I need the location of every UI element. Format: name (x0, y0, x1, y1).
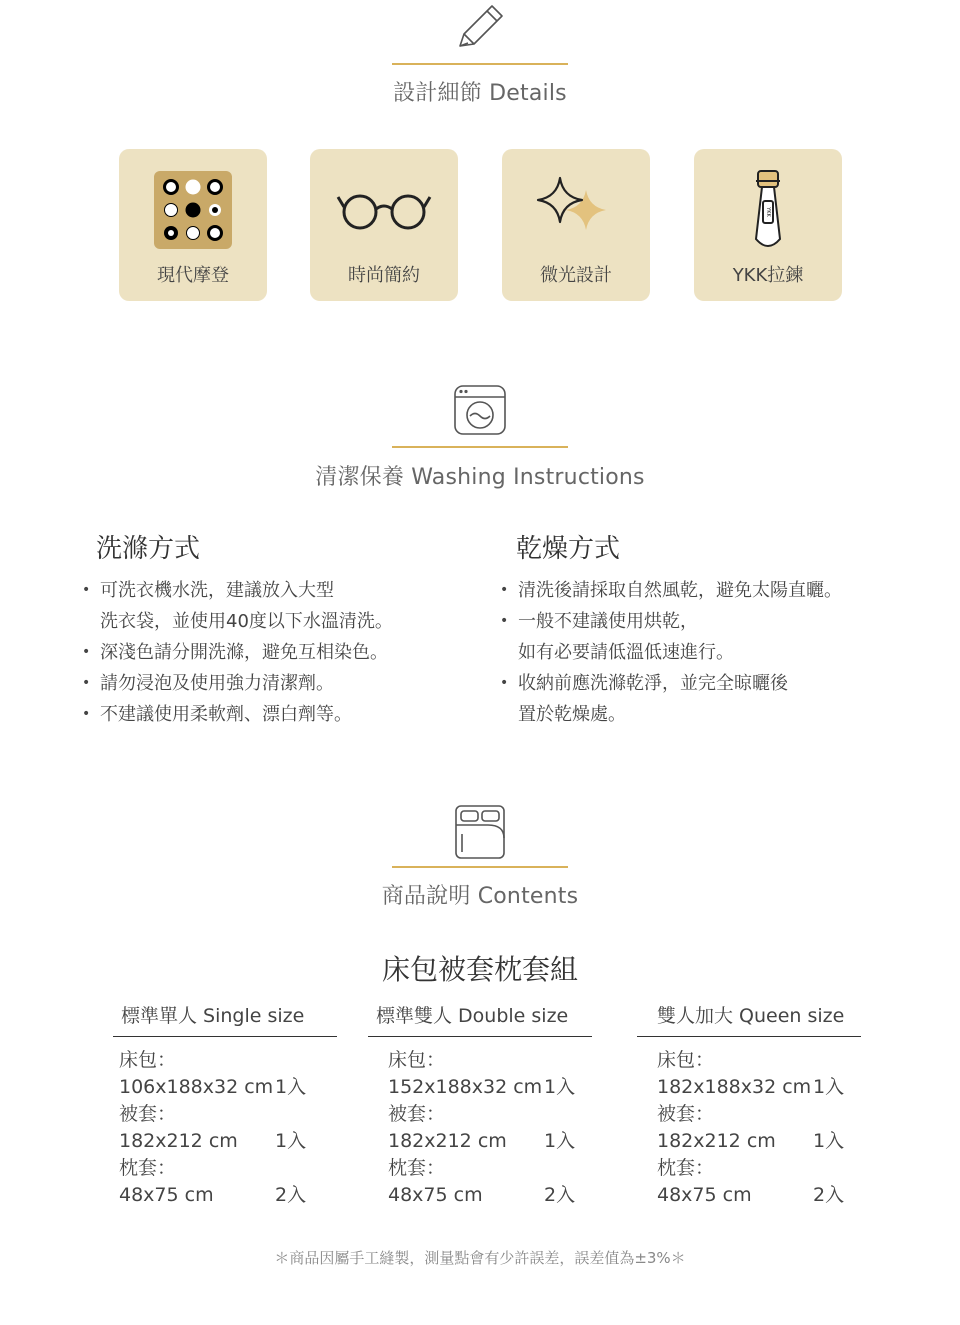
list-item-line: • 不建議使用柔軟劑、漂白劑等。 (100, 704, 352, 725)
row-text: 152x188x32 cm (388, 1076, 543, 1098)
card-label: 現代摩登 (157, 265, 229, 286)
row-text: 枕套： (388, 1157, 446, 1179)
row-text: 枕套： (119, 1157, 177, 1179)
row-qty: 1入 (813, 1130, 845, 1152)
list-item (500, 606, 842, 668)
list-item (82, 699, 393, 730)
list-item (82, 637, 393, 668)
card-label: 微光設計 (540, 265, 612, 286)
table-row (657, 1155, 861, 1182)
table-row (388, 1155, 592, 1182)
row-text: 48x75 cm (657, 1184, 752, 1206)
list-item-line: • 一般不建議使用烘乾， (518, 611, 698, 632)
size-column-double (368, 1000, 592, 1209)
zipper-icon (738, 167, 798, 253)
list-item (500, 668, 842, 730)
row-qty: 2入 (544, 1184, 576, 1206)
table-row (388, 1101, 592, 1128)
row-qty: 1入 (275, 1076, 307, 1098)
table-row (388, 1074, 592, 1101)
row-qty: 2入 (813, 1184, 845, 1206)
product-name: 床包被套枕套組 (381, 953, 578, 986)
glasses-icon (334, 185, 434, 235)
footnote: ＊商品因屬手工縫製，測量點會有少許誤差，誤差值為±3%＊ (274, 1249, 686, 1267)
dry-list (500, 575, 842, 730)
table-row (119, 1155, 337, 1182)
list-item (82, 668, 393, 699)
list-item (82, 575, 393, 637)
row-text: 被套： (657, 1103, 715, 1125)
wash-list (82, 575, 393, 730)
size-heading: 標準單人 Single size (113, 1000, 337, 1037)
washing-machine-icon (430, 384, 530, 440)
size-heading: 雙人加大 Queen size (637, 1000, 861, 1037)
row-qty: 1入 (275, 1130, 307, 1152)
washing-title: 清潔保養 Washing Instructions (315, 465, 645, 490)
row-text: 48x75 cm (388, 1184, 483, 1206)
row-text: 182x212 cm (388, 1130, 507, 1152)
table-row (657, 1101, 861, 1128)
card-ykk-zipper (694, 149, 842, 301)
card-label: YKK拉鍊 (732, 265, 804, 286)
card-shimmer (502, 149, 650, 301)
list-item-line: • 深淺色請分開洗滌，避免互相染色。 (100, 642, 388, 663)
row-text: 床包： (119, 1049, 177, 1071)
pencil-icon (430, 2, 530, 56)
bed-icon (430, 804, 530, 864)
list-item-line: • 清洗後請採取自然風乾，避免太陽直曬。 (518, 580, 842, 601)
dry-heading: 乾燥方式 (516, 534, 621, 564)
card-simple (310, 149, 458, 301)
row-text: 床包： (657, 1049, 715, 1071)
list-item-line: 置於乾燥處。 (518, 704, 626, 725)
table-row (657, 1074, 861, 1101)
list-item (500, 575, 842, 606)
table-row (388, 1047, 592, 1074)
size-heading: 標準雙人 Double size (368, 1000, 592, 1037)
svg-text:YKK: YKK (765, 207, 771, 217)
row-qty: 1入 (544, 1130, 576, 1152)
sparkle-icon (526, 170, 626, 250)
card-modern (119, 149, 267, 301)
row-text: 被套： (119, 1103, 177, 1125)
row-text: 床包： (388, 1049, 446, 1071)
table-row (657, 1182, 861, 1209)
table-row (657, 1047, 861, 1074)
table-row (119, 1101, 337, 1128)
list-item-line: • 可洗衣機水洗，建議放入大型 (100, 580, 334, 601)
row-text: 182x188x32 cm (657, 1076, 812, 1098)
table-row (119, 1074, 337, 1101)
list-item-line: • 請勿浸泡及使用強力清潔劑。 (100, 673, 334, 694)
details-divider (392, 63, 568, 65)
list-item-line: 洗衣袋，並使用40度以下水溫清洗。 (100, 611, 393, 632)
row-text: 48x75 cm (119, 1184, 214, 1206)
wash-heading: 洗滌方式 (96, 534, 201, 564)
list-item-line: • 收納前應洗滌乾淨，並完全晾曬後 (518, 673, 788, 694)
dot-grid-icon (154, 171, 232, 249)
contents-divider (392, 866, 568, 868)
row-qty: 1入 (544, 1076, 576, 1098)
row-text: 被套： (388, 1103, 446, 1125)
table-row (657, 1128, 861, 1155)
details-title: 設計細節 Details (393, 81, 567, 106)
washing-divider (392, 446, 568, 448)
size-column-queen (637, 1000, 861, 1209)
row-qty: 2入 (275, 1184, 307, 1206)
row-text: 枕套： (657, 1157, 715, 1179)
row-qty: 1入 (813, 1076, 845, 1098)
row-text: 106x188x32 cm (119, 1076, 274, 1098)
table-row (388, 1182, 592, 1209)
list-item-line: 如有必要請低溫低速進行。 (518, 642, 734, 663)
table-row (119, 1182, 337, 1209)
size-column-single (113, 1000, 337, 1209)
card-label: 時尚簡約 (348, 265, 420, 286)
table-row (119, 1128, 337, 1155)
contents-title: 商品說明 Contents (381, 884, 579, 909)
table-row (119, 1047, 337, 1074)
row-text: 182x212 cm (119, 1130, 238, 1152)
row-text: 182x212 cm (657, 1130, 776, 1152)
table-row (388, 1128, 592, 1155)
